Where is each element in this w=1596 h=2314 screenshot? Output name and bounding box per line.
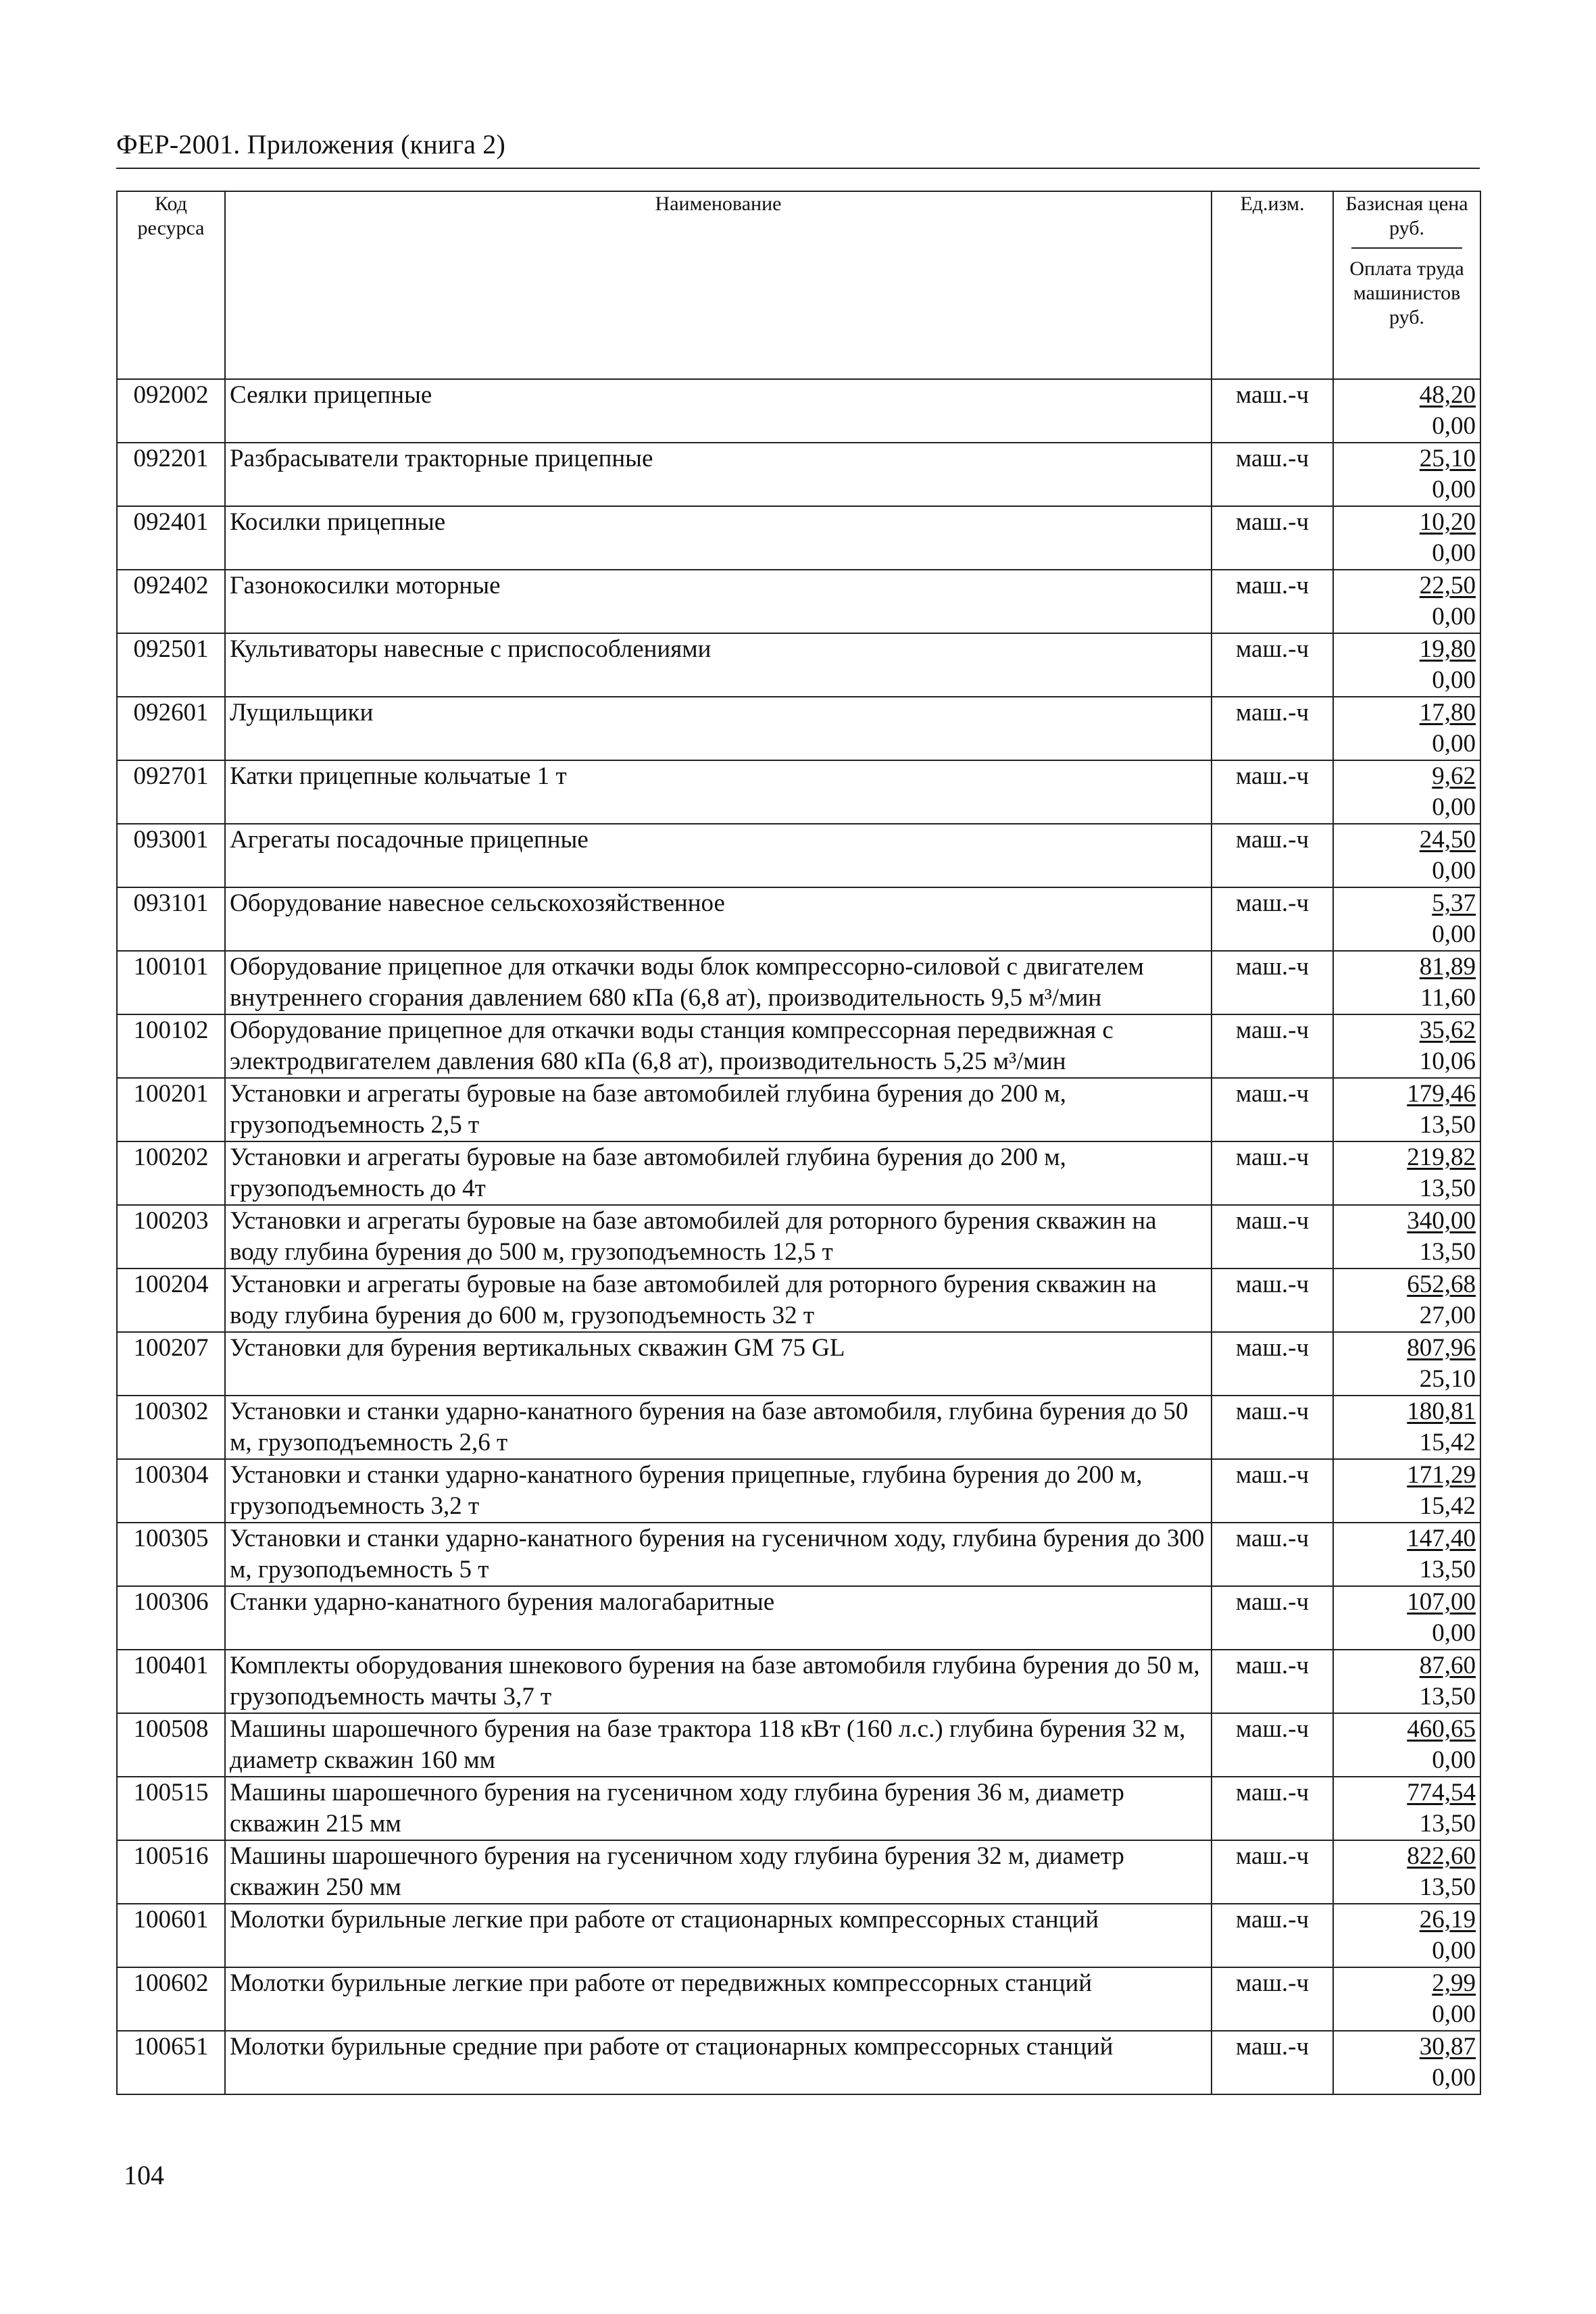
unit-cell: маш.-ч bbox=[1212, 1523, 1333, 1586]
base-price-value: 81,89 bbox=[1419, 953, 1476, 981]
price-cell bbox=[1333, 824, 1480, 887]
resource-code-cell: 093101 bbox=[117, 887, 225, 951]
resource-name-cell: Установки для бурения вертикальных скважин GM 75 GL bbox=[225, 1332, 1212, 1396]
resource-name-cell: Молотки бурильные средние при работе от стационарных компрессорных станций bbox=[225, 2031, 1212, 2094]
table-row bbox=[117, 379, 1480, 443]
resource-code-cell: 093001 bbox=[117, 824, 225, 887]
resource-name-cell: Молотки бурильные легкие при работе от передвижных компрессорных станций bbox=[225, 1967, 1212, 2031]
operator-pay-value: 0,00 bbox=[1432, 730, 1476, 758]
price-cell bbox=[1333, 443, 1480, 506]
resource-code-cell: 100304 bbox=[117, 1459, 225, 1523]
resource-name-cell: Газонокосилки моторные bbox=[225, 570, 1212, 633]
unit-cell: маш.-ч bbox=[1212, 1332, 1333, 1396]
table-row bbox=[117, 443, 1480, 506]
resource-name-cell: Установки и агрегаты буровые на базе автомобилей глубина бурения до 200 м, грузоподъемность до 4т bbox=[225, 1141, 1212, 1205]
resource-code-cell: 100516 bbox=[117, 1840, 225, 1904]
base-price-value: 180,81 bbox=[1407, 1398, 1476, 1425]
operator-pay-value: 10,06 bbox=[1419, 1048, 1476, 1075]
resource-name-cell: Машины шарошечного бурения на гусеничном ходу глубина бурения 36 м, диаметр скважин 215 мм bbox=[225, 1777, 1212, 1840]
column-header-operator-pay: Оплата труда машинистов руб. bbox=[1349, 257, 1464, 328]
resource-code-cell: 100305 bbox=[117, 1523, 225, 1586]
price-cell bbox=[1333, 379, 1480, 443]
resource-code-cell: 092201 bbox=[117, 443, 225, 506]
resource-name-cell: Катки прицепные кольчатые 1 т bbox=[225, 760, 1212, 824]
unit-cell: маш.-ч bbox=[1212, 1904, 1333, 1967]
base-price-value: 25,10 bbox=[1419, 445, 1476, 472]
resource-code-cell: 100508 bbox=[117, 1713, 225, 1777]
resource-name-cell: Установки и агрегаты буровые на базе автомобилей для роторного бурения скважин на воду глубина бурения до 600 м, грузоподъемность 32 т bbox=[225, 1269, 1212, 1332]
price-cell bbox=[1333, 887, 1480, 951]
table-row bbox=[117, 1205, 1480, 1269]
price-cell bbox=[1333, 1078, 1480, 1141]
resource-name-cell: Станки ударно-канатного бурения малогабаритные bbox=[225, 1586, 1212, 1650]
unit-cell: маш.-ч bbox=[1212, 1269, 1333, 1332]
resource-name-cell: Лущильщики bbox=[225, 697, 1212, 760]
resource-price-table bbox=[116, 191, 1481, 2095]
table-row bbox=[117, 1777, 1480, 1840]
price-cell bbox=[1333, 1713, 1480, 1777]
operator-pay-value: 0,00 bbox=[1432, 1619, 1476, 1647]
column-header-unit: Ед.изм. bbox=[1212, 191, 1333, 379]
unit-cell: маш.-ч bbox=[1212, 1205, 1333, 1269]
base-price-value: 652,68 bbox=[1407, 1271, 1476, 1298]
unit-cell: маш.-ч bbox=[1212, 2031, 1333, 2094]
price-cell bbox=[1333, 1269, 1480, 1332]
base-price-value: 219,82 bbox=[1407, 1143, 1476, 1171]
column-header-base-price: Базисная цена руб. bbox=[1345, 193, 1468, 239]
base-price-value: 30,87 bbox=[1419, 2033, 1476, 2061]
resource-name-cell: Сеялки прицепные bbox=[225, 379, 1212, 443]
price-cell bbox=[1333, 506, 1480, 570]
unit-cell: маш.-ч bbox=[1212, 824, 1333, 887]
unit-cell: маш.-ч bbox=[1212, 1459, 1333, 1523]
unit-cell: маш.-ч bbox=[1212, 1777, 1333, 1840]
base-price-value: 87,60 bbox=[1419, 1652, 1476, 1679]
base-price-value: 22,50 bbox=[1419, 572, 1476, 599]
unit-cell: маш.-ч bbox=[1212, 1586, 1333, 1650]
table-row bbox=[117, 1332, 1480, 1396]
table-row bbox=[117, 887, 1480, 951]
base-price-value: 26,19 bbox=[1419, 1906, 1476, 1934]
resource-code-cell: 100201 bbox=[117, 1078, 225, 1141]
table-row bbox=[117, 1396, 1480, 1459]
unit-cell: маш.-ч bbox=[1212, 1840, 1333, 1904]
operator-pay-value: 13,50 bbox=[1419, 1175, 1476, 1202]
resource-name-cell: Оборудование прицепное для откачки воды блок компрессорно-силовой с двигателем внутреннего сгорания давлением 680 кПа (6,8 ат), производительность 9,5 м³/мин bbox=[225, 951, 1212, 1014]
base-price-value: 807,96 bbox=[1407, 1334, 1476, 1362]
resource-name-cell: Машины шарошечного бурения на базе трактора 118 кВт (160 л.с.) глубина бурения 32 м, диаметр скважин 160 мм bbox=[225, 1713, 1212, 1777]
base-price-value: 171,29 bbox=[1407, 1461, 1476, 1489]
operator-pay-value: 0,00 bbox=[1432, 539, 1476, 567]
resource-code-cell: 100651 bbox=[117, 2031, 225, 2094]
resource-code-cell: 092402 bbox=[117, 570, 225, 633]
operator-pay-value: 0,00 bbox=[1432, 2064, 1476, 2092]
resource-code-cell: 100101 bbox=[117, 951, 225, 1014]
price-cell bbox=[1333, 1586, 1480, 1650]
base-price-value: 460,65 bbox=[1407, 1715, 1476, 1743]
header-divider bbox=[116, 168, 1480, 169]
resource-code-cell: 092701 bbox=[117, 760, 225, 824]
resource-name-cell: Разбрасыватели тракторные прицепные bbox=[225, 443, 1212, 506]
price-cell bbox=[1333, 2031, 1480, 2094]
unit-cell: маш.-ч bbox=[1212, 951, 1333, 1014]
table-row bbox=[117, 1586, 1480, 1650]
operator-pay-value: 27,00 bbox=[1419, 1302, 1476, 1329]
resource-code-cell: 100515 bbox=[117, 1777, 225, 1840]
unit-cell: маш.-ч bbox=[1212, 1967, 1333, 2031]
operator-pay-value: 13,50 bbox=[1419, 1810, 1476, 1838]
table-row bbox=[117, 824, 1480, 887]
resource-name-cell: Установки и станки ударно-канатного бурения на базе автомобиля, глубина бурения до 50 м, грузоподъемность 2,6 т bbox=[225, 1396, 1212, 1459]
table-row bbox=[117, 1078, 1480, 1141]
base-price-value: 5,37 bbox=[1432, 889, 1476, 917]
resource-name-cell: Косилки прицепные bbox=[225, 506, 1212, 570]
resource-code-cell: 092002 bbox=[117, 379, 225, 443]
price-cell bbox=[1333, 1396, 1480, 1459]
resource-code-cell: 100306 bbox=[117, 1586, 225, 1650]
price-cell bbox=[1333, 760, 1480, 824]
resource-name-cell: Комплекты оборудования шнекового бурения на базе автомобиля глубина бурения до 50 м, грузоподъемность мачты 3,7 т bbox=[225, 1650, 1212, 1713]
unit-cell: маш.-ч bbox=[1212, 570, 1333, 633]
operator-pay-value: 0,00 bbox=[1432, 476, 1476, 503]
table-row bbox=[117, 760, 1480, 824]
unit-cell: маш.-ч bbox=[1212, 1396, 1333, 1459]
table-row bbox=[117, 506, 1480, 570]
table-row bbox=[117, 1967, 1480, 2031]
table-row bbox=[117, 570, 1480, 633]
price-cell bbox=[1333, 951, 1480, 1014]
operator-pay-value: 13,50 bbox=[1419, 1238, 1476, 1266]
resource-name-cell: Молотки бурильные легкие при работе от стационарных компрессорных станций bbox=[225, 1904, 1212, 1967]
base-price-value: 48,20 bbox=[1419, 381, 1476, 409]
unit-cell: маш.-ч bbox=[1212, 1650, 1333, 1713]
table-header-row bbox=[117, 191, 1480, 379]
base-price-value: 822,60 bbox=[1407, 1842, 1476, 1870]
operator-pay-value: 11,60 bbox=[1420, 984, 1476, 1012]
resource-code-cell: 100207 bbox=[117, 1332, 225, 1396]
unit-cell: маш.-ч bbox=[1212, 1014, 1333, 1078]
unit-cell: маш.-ч bbox=[1212, 887, 1333, 951]
resource-name-cell: Оборудование прицепное для откачки воды станция компрессорная передвижная с электродвигателем давления 680 кПа (6,8 ат), производительность 5,25 м³/мин bbox=[225, 1014, 1212, 1078]
resource-code-cell: 092601 bbox=[117, 697, 225, 760]
unit-cell: маш.-ч bbox=[1212, 697, 1333, 760]
operator-pay-value: 0,00 bbox=[1432, 1937, 1476, 1965]
operator-pay-value: 13,50 bbox=[1419, 1873, 1476, 1901]
resource-code-cell: 100202 bbox=[117, 1141, 225, 1205]
table-row bbox=[117, 1650, 1480, 1713]
unit-cell: маш.-ч bbox=[1212, 1141, 1333, 1205]
price-cell bbox=[1333, 1650, 1480, 1713]
operator-pay-value: 0,00 bbox=[1432, 2000, 1476, 2028]
resource-name-cell: Установки и станки ударно-канатного бурения на гусеничном ходу, глубина бурения до 300 м, грузоподъемность 5 т bbox=[225, 1523, 1212, 1586]
table-row bbox=[117, 1904, 1480, 1967]
operator-pay-value: 0,00 bbox=[1432, 603, 1476, 631]
operator-pay-value: 0,00 bbox=[1432, 857, 1476, 885]
resource-code-cell: 100601 bbox=[117, 1904, 225, 1967]
resource-name-cell: Установки и станки ударно-канатного бурения прицепные, глубина бурения до 200 м, грузоподъемность 3,2 т bbox=[225, 1459, 1212, 1523]
operator-pay-value: 0,00 bbox=[1432, 1746, 1476, 1774]
price-cell bbox=[1333, 1332, 1480, 1396]
table-row bbox=[117, 697, 1480, 760]
unit-cell: маш.-ч bbox=[1212, 1078, 1333, 1141]
resource-code-cell: 100302 bbox=[117, 1396, 225, 1459]
table-row bbox=[117, 1141, 1480, 1205]
resource-code-cell: 100203 bbox=[117, 1205, 225, 1269]
resource-name-cell: Машины шарошечного бурения на гусеничном ходу глубина бурения 32 м, диаметр скважин 250 мм bbox=[225, 1840, 1212, 1904]
price-cell bbox=[1333, 697, 1480, 760]
unit-cell: маш.-ч bbox=[1212, 1713, 1333, 1777]
base-price-value: 17,80 bbox=[1419, 699, 1476, 727]
price-cell bbox=[1333, 633, 1480, 697]
price-cell bbox=[1333, 1777, 1480, 1840]
column-header-name: Наименование bbox=[225, 191, 1212, 379]
base-price-value: 10,20 bbox=[1419, 508, 1476, 536]
price-cell bbox=[1333, 1967, 1480, 2031]
resource-name-cell: Установки и агрегаты буровые на базе автомобилей для роторного бурения скважин на воду глубина бурения до 500 м, грузоподъемность 12,5 т bbox=[225, 1205, 1212, 1269]
resource-code-cell: 092401 bbox=[117, 506, 225, 570]
operator-pay-value: 0,00 bbox=[1432, 793, 1476, 821]
base-price-value: 340,00 bbox=[1407, 1207, 1476, 1235]
column-header-code: Код ресурса bbox=[117, 191, 225, 379]
price-cell bbox=[1333, 1141, 1480, 1205]
operator-pay-value: 0,00 bbox=[1432, 412, 1476, 440]
base-price-value: 179,46 bbox=[1407, 1080, 1476, 1108]
base-price-value: 9,62 bbox=[1432, 762, 1476, 790]
column-header-price bbox=[1333, 191, 1480, 379]
operator-pay-value: 25,10 bbox=[1419, 1365, 1476, 1393]
table-row bbox=[117, 951, 1480, 1014]
base-price-value: 2,99 bbox=[1432, 1969, 1476, 1997]
base-price-value: 107,00 bbox=[1407, 1588, 1476, 1616]
base-price-value: 35,62 bbox=[1419, 1016, 1476, 1044]
operator-pay-value: 15,42 bbox=[1419, 1492, 1476, 1520]
resource-code-cell: 092501 bbox=[117, 633, 225, 697]
price-cell bbox=[1333, 1840, 1480, 1904]
base-price-value: 19,80 bbox=[1419, 635, 1476, 663]
resource-name-cell: Установки и агрегаты буровые на базе автомобилей глубина бурения до 200 м, грузоподъемность 2,5 т bbox=[225, 1078, 1212, 1141]
price-cell bbox=[1333, 1014, 1480, 1078]
resource-name-cell: Агрегаты посадочные прицепные bbox=[225, 824, 1212, 887]
operator-pay-value: 0,00 bbox=[1432, 666, 1476, 694]
base-price-value: 147,40 bbox=[1407, 1525, 1476, 1552]
operator-pay-value: 13,50 bbox=[1419, 1111, 1476, 1139]
price-cell bbox=[1333, 1523, 1480, 1586]
price-cell bbox=[1333, 1205, 1480, 1269]
page-title: ФЕР-2001. Приложения (книга 2) bbox=[116, 129, 505, 159]
resource-code-cell: 100602 bbox=[117, 1967, 225, 2031]
resource-code-cell: 100204 bbox=[117, 1269, 225, 1332]
table-row bbox=[117, 1713, 1480, 1777]
resource-name-cell: Культиваторы навесные с приспособлениями bbox=[225, 633, 1212, 697]
unit-cell: маш.-ч bbox=[1212, 633, 1333, 697]
resource-name-cell: Оборудование навесное сельскохозяйственное bbox=[225, 887, 1212, 951]
table-row bbox=[117, 1523, 1480, 1586]
resource-code-cell: 100102 bbox=[117, 1014, 225, 1078]
operator-pay-value: 13,50 bbox=[1419, 1556, 1476, 1583]
table-row bbox=[117, 2031, 1480, 2094]
unit-cell: маш.-ч bbox=[1212, 760, 1333, 824]
unit-cell: маш.-ч bbox=[1212, 506, 1333, 570]
table-row bbox=[117, 633, 1480, 697]
table-body bbox=[117, 379, 1480, 2094]
table-row bbox=[117, 1269, 1480, 1332]
table-row bbox=[117, 1014, 1480, 1078]
base-price-value: 774,54 bbox=[1407, 1779, 1476, 1806]
operator-pay-value: 0,00 bbox=[1432, 920, 1476, 948]
resource-code-cell: 100401 bbox=[117, 1650, 225, 1713]
page-number: 104 bbox=[124, 2160, 164, 2190]
unit-cell: маш.-ч bbox=[1212, 379, 1333, 443]
operator-pay-value: 15,42 bbox=[1419, 1429, 1476, 1456]
price-cell bbox=[1333, 570, 1480, 633]
base-price-value: 24,50 bbox=[1419, 826, 1476, 854]
unit-cell: маш.-ч bbox=[1212, 443, 1333, 506]
table-row bbox=[117, 1459, 1480, 1523]
column-header-price-divider bbox=[1351, 247, 1462, 249]
price-cell bbox=[1333, 1904, 1480, 1967]
price-cell bbox=[1333, 1459, 1480, 1523]
operator-pay-value: 13,50 bbox=[1419, 1683, 1476, 1710]
table-row bbox=[117, 1840, 1480, 1904]
